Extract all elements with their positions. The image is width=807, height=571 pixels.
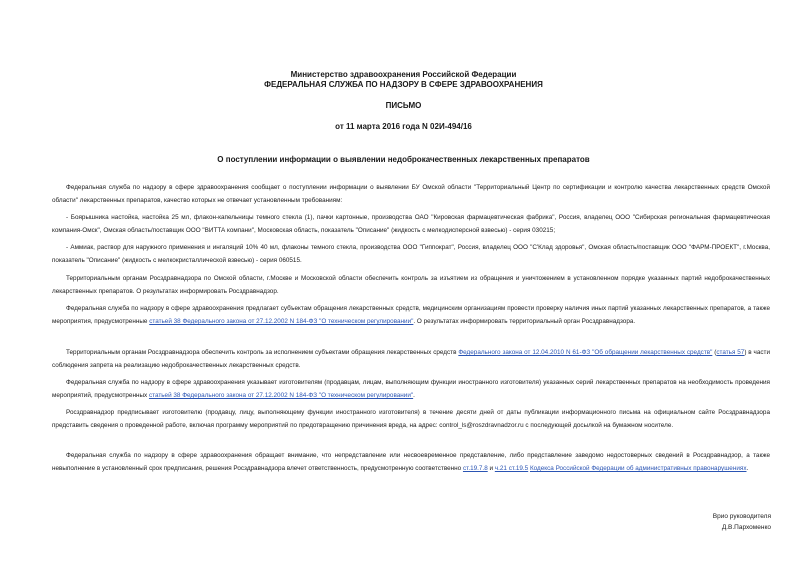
law-184-fz-article-38-link[interactable]: статьей 38 Федерального закона от 27.12.2002 N 184-ФЗ "О техническом регулировании" — [149, 318, 414, 325]
paragraph-8: Росздравнадзор предписывает изготовителю (продавцу, лицу, выполняющему функции иностранного изготовителя) в течение десяти дней от даты публикации информационного письма на официальном сайте Росздравнадзора представить сведения о проведенной работе, включая программу мероприятий по предотвращению причинения вреда, на адрес: control_ls@roszdravnadzor.ru с последующей досылкой на бумажном носителе. — [52, 409, 770, 429]
service-name: ФЕДЕРАЛЬНАЯ СЛУЖБА ПО НАДЗОРУ В СФЕРЕ ЗДРАВООХРАНЕНИЯ — [264, 80, 543, 89]
paragraph-4: Территориальным органам Росздравнадзора по Омской области, г.Москве и Московской области обеспечить контроль за изъятием из обращения и уничтожением в установленном порядке указанных партий недоброкачественных лекарственных препаратов. О результатах информировать Росздравнадзор. — [52, 275, 770, 295]
koap-article-19-5-part-21-link[interactable]: ч.21 ст.19.5 — [494, 465, 529, 472]
document-date-number: от 11 марта 2016 года N 02И-494/16 — [335, 122, 472, 131]
law-61-fz-link[interactable]: Федерального закона от 12.04.2010 N 61-ФЗ "Об обращении лекарственных средств" — [458, 349, 713, 356]
paragraph-7: Федеральная служба по надзору в сфере здравоохранения указывает изготовителям (продавцам, лицам, выполняющим функции иностранного изготовителя) указанных серий лекарственных препаратов на необходимость проведения мероприятий, предусмотренных статьей 38 Федерального закона от 27.12.2002 N 184-ФЗ "О техническом регулировании". — [52, 379, 770, 399]
paragraph-1: Федеральная служба по надзору в сфере здравоохранения сообщает о поступлении информации о выявлении БУ Омской области "Территориальный Центр по сертификации и контролю качества лекарственных средств Омской области" лекарственных препаратов, качество которых не отвечает установленным требованиям: — [52, 184, 770, 204]
paragraph-6: Территориальным органам Росздравнадзора обеспечить контроль за исполнением субъектами обращения лекарственных средств Федерального закона от 12.04.2010 N 61-ФЗ "Об обращении лекарственных средств" (статья 57) в части соблюдения запрета на реализацию недоброкачественных лекарственных средств. — [52, 349, 770, 369]
article-57-link[interactable]: статья 57 — [716, 349, 745, 356]
paragraph-3: - Аммиак, раствор для наружного применения и ингаляций 10% 40 мл, флаконы темного стекла, производства ООО "Гиппократ", Россия, владелец ООО "С'Клад здоровья", Омская область/поставщик ООО "ФАРМ-ПРОЕКТ", г.Москва, показатель "Описание" (жидкость с мелкокристаллической взвесью) - серия 060515. — [52, 244, 770, 264]
document-title: О поступлении информации о выявлении недоброкачественных лекарственных препаратов — [217, 155, 590, 164]
document-type: ПИСЬМО — [385, 101, 422, 110]
koap-article-19-7-8-link[interactable]: ст.19.7.8 — [462, 465, 488, 472]
ministry-name: Министерство здравоохранения Российской Федерации — [290, 70, 517, 79]
law-184-fz-article-38-link-2[interactable]: статьей 38 Федерального закона от 27.12.2002 N 184-ФЗ "О техническом регулировании" — [148, 392, 414, 399]
paragraph-5: Федеральная служба по надзору в сфере здравоохранения предлагает субъектам обращения лекарственных средств, медицинским организациям провести проверку наличия иных партий указанных лекарственных препаратов, а также мероприятия, предусмотренные статьей 38 Федерального закона от 27.12.2002 N 184-ФЗ "О техническом регулировании". О результатах информировать территориальный орган Росздравнадзора. — [52, 305, 770, 325]
koap-code-link[interactable]: Кодекса Российской Федерации об административных правонарушениях — [529, 465, 747, 472]
signature-name: Д.В.Пархоменко — [721, 524, 771, 531]
signature-position: Врио руководителя — [712, 513, 771, 520]
paragraph-9: Федеральная служба по надзору в сфере здравоохранения обращает внимание, что непредставление или несвоевременное представление, либо представление заведомо недостоверных сведений в Росздравнадзор, а также невыполнение в установленный срок предписания, решения Росздравнадзора влечет ответственность, предусмотренную соответственно ст.19.7.8 и ч.21 ст.19.5 Кодекса Российской Федерации об административных правонарушениях. — [52, 452, 770, 472]
paragraph-2: - Боярышника настойка, настойка 25 мл, флакон-капельницы темного стекла (1), пачки картонные, производства ОАО "Кировская фармацевтическая фабрика", Россия, владелец ООО "Сибирская региональная фармацевтическая компания-Омск", Омская область/поставщик ООО "ВИТТА компани", Московская область, показатель "Описание" (жидкость с мелкодисперсной взвесью) - серия 030215; — [52, 214, 770, 234]
